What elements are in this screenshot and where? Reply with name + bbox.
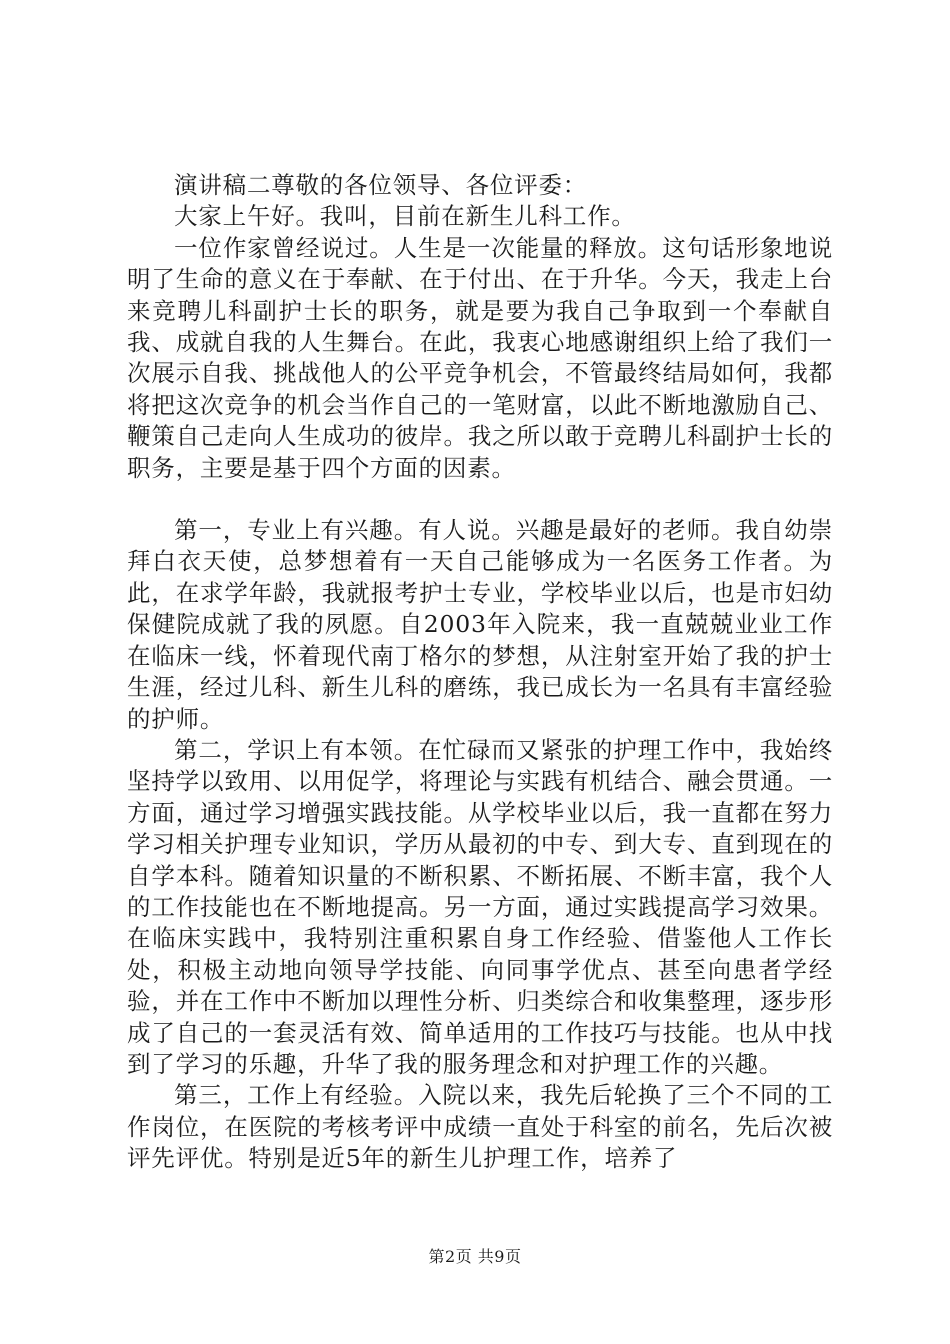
paragraph-second-point: 第二，学识上有本领。在忙碌而又紧张的护理工作中，我始终坚持学以致用、以用促学，将理论与实践有机结合、融会贯通。一方面，通过学习增强实践技能。从学校毕业以后，我一直都在努力学习相关护理专业知识，学历从最初的中专、到大专、直到现在的自学本科。随着知识量的不断积累、不断拓展、不断丰富，我个人的工作技能也在不断地提高。另一方面，通过实践提高学习效果。在临床实践中，我特别注重积累自身工作经验、借鉴他人工作长处，积极主动地向领导学技能、向同事学优点、甚至向患者学经验，并在工作中不断加以理性分析、归类综合和收集整理，逐步形成了自己的一套灵活有效、简单适用的工作技巧与技能。也从中找到了学习的乐趣，升华了我的服务理念和对护理工作的兴趣。: [127, 735, 833, 1078]
paragraph-greeting: 大家上午好。我叫，目前在新生儿科工作。: [174, 202, 636, 231]
body-text: [127, 170, 833, 1175]
paragraph-first-point: 第一，专业上有兴趣。有人说。兴趣是最好的老师。我自幼崇拜白衣天使，总梦想着有一天自己能够成为一名医务工作者。为此，在求学年龄，我就报考护士专业，学校毕业以后，也是市妇幼保健院成就了我的夙愿。自2003年入院来，我一直兢兢业业工作在临床一线，怀着现代南丁格尔的梦想，从注射室开始了我的护士生涯，经过儿科、新生儿科的磨练，我已成长为一名具有丰富经验的护师。: [127, 516, 833, 733]
paragraph-salutation: 演讲稿二尊敬的各位领导、各位评委：: [174, 171, 588, 199]
paragraph-third-point: 第三，工作上有经验。入院以来，我先后轮换了三个不同的工作岗位，在医院的考核考评中成绩一直处于科室的前名，先后次被评先评优。特别是近5年的新生儿护理工作，培养了: [127, 1081, 833, 1173]
page-footer: 第2页 共9页: [428, 1247, 522, 1266]
paragraph-intro: 一位作家曾经说过。人生是一次能量的释放。这句话形象地说明了生命的意义在于奉献、在于付出、在于升华。今天，我走上台来竞聘儿科副护士长的职务，就是要为我自己争取到一个奉献自我、成就自我的人生舞台。在此，我衷心地感谢组织上给了我们一次展示自我、挑战他人的公平竞争机会，不管最终结局如何，我都将把这次竞争的机会当作自己的一笔财富，以此不断地激励自己、鞭策自己走向人生成功的彼岸。我之所以敢于竞聘儿科副护士长的职务，主要是基于四个方面的因素。: [127, 233, 833, 482]
